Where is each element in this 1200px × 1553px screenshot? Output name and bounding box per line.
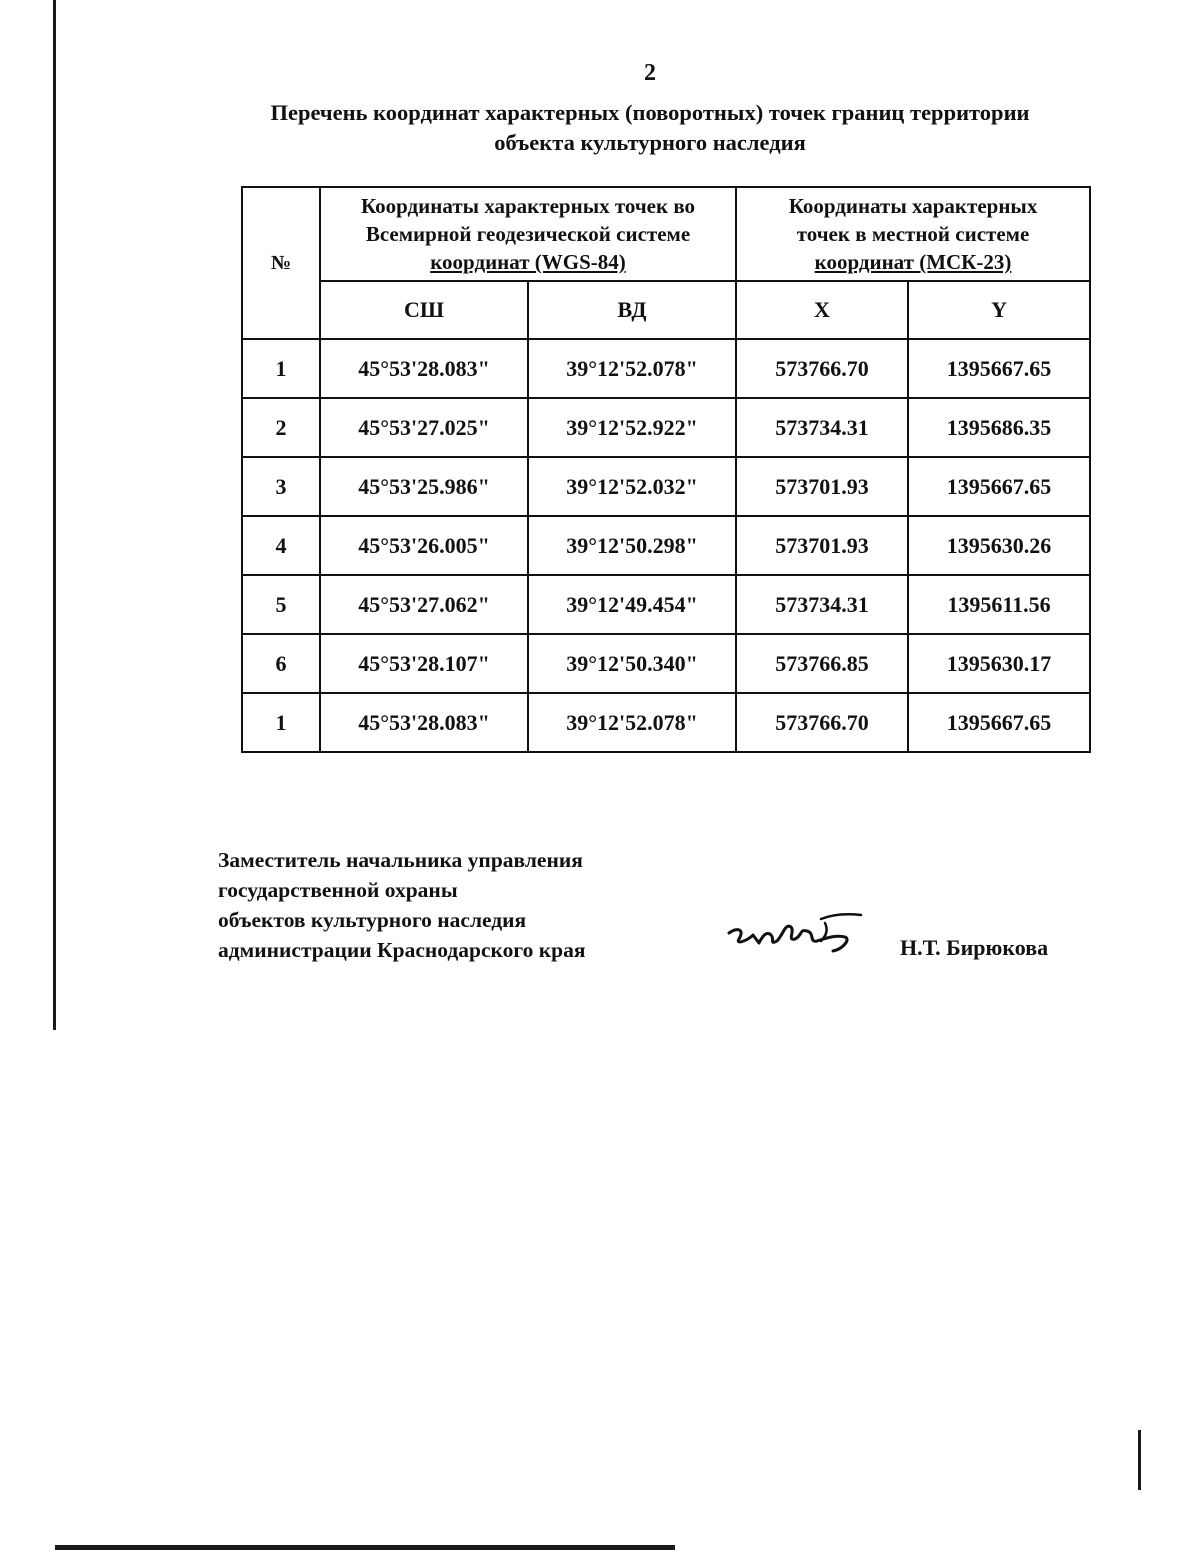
- table-row: [242, 339, 1090, 398]
- position-line: Заместитель начальника управления: [218, 848, 583, 872]
- table-row: [242, 575, 1090, 634]
- latitude-cell: 45°53'28.083": [320, 339, 528, 398]
- position-line: объектов культурного наследия: [218, 908, 527, 932]
- wgs84-header-line: Координаты характерных точек во: [360, 194, 696, 218]
- position-line: администрации Краснодарского края: [218, 938, 586, 962]
- point-number: 5: [242, 575, 320, 634]
- x-cell: 573701.93: [736, 457, 908, 516]
- wgs84-header: [320, 187, 736, 281]
- number-column-header: №: [242, 187, 320, 339]
- x-cell: 573766.70: [736, 339, 908, 398]
- handwritten-signature: [725, 905, 865, 965]
- longitude-cell: 39°12'49.454": [528, 575, 736, 634]
- wgs84-header-line: Всемирной геодезической системе: [365, 222, 691, 246]
- x-cell: 573701.93: [736, 516, 908, 575]
- latitude-header: СШ: [320, 281, 528, 339]
- y-cell: 1395686.35: [908, 398, 1090, 457]
- page-number: 2: [644, 60, 656, 86]
- wgs84-header-line: координат (WGS-84): [430, 250, 626, 274]
- point-number: 2: [242, 398, 320, 457]
- point-number: 1: [242, 339, 320, 398]
- y-cell: 1395630.17: [908, 634, 1090, 693]
- latitude-cell: 45°53'28.107": [320, 634, 528, 693]
- x-cell: 573734.31: [736, 398, 908, 457]
- scan-edge-left: [53, 0, 56, 1030]
- latitude-cell: 45°53'26.005": [320, 516, 528, 575]
- latitude-cell: 45°53'27.025": [320, 398, 528, 457]
- longitude-header: ВД: [528, 281, 736, 339]
- y-cell: 1395667.65: [908, 339, 1090, 398]
- longitude-cell: 39°12'50.340": [528, 634, 736, 693]
- x-cell: 573766.70: [736, 693, 908, 752]
- x-cell: 573734.31: [736, 575, 908, 634]
- position-line: государственной охраны: [218, 878, 458, 902]
- longitude-cell: 39°12'52.078": [528, 693, 736, 752]
- longitude-cell: 39°12'50.298": [528, 516, 736, 575]
- longitude-cell: 39°12'52.078": [528, 339, 736, 398]
- msk23-header-line: точек в местной системе: [796, 222, 1030, 246]
- longitude-cell: 39°12'52.922": [528, 398, 736, 457]
- msk23-header: [736, 187, 1090, 281]
- y-cell: 1395611.56: [908, 575, 1090, 634]
- x-header: X: [736, 281, 908, 339]
- point-number: 4: [242, 516, 320, 575]
- signatory-name: Н.Т. Бирюкова: [900, 935, 1049, 960]
- document-title: [150, 98, 1150, 158]
- point-number: 6: [242, 634, 320, 693]
- title-line-1: Перечень координат характерных (поворотных) точек границ территории: [270, 100, 1030, 125]
- table-row: [242, 516, 1090, 575]
- point-number: 1: [242, 693, 320, 752]
- y-cell: 1395667.65: [908, 693, 1090, 752]
- point-number: 3: [242, 457, 320, 516]
- scan-edge-bottom: [55, 1545, 675, 1550]
- table-row: [242, 457, 1090, 516]
- signatory-position: [218, 845, 585, 965]
- coordinates-table: [241, 186, 1091, 753]
- table-subheader-row: [242, 281, 1090, 339]
- y-header: Y: [908, 281, 1090, 339]
- longitude-cell: 39°12'52.032": [528, 457, 736, 516]
- scan-edge-right: [1138, 1430, 1141, 1490]
- table-row: [242, 634, 1090, 693]
- title-line-2: объекта культурного наследия: [494, 130, 806, 155]
- x-cell: 573766.85: [736, 634, 908, 693]
- latitude-cell: 45°53'28.083": [320, 693, 528, 752]
- latitude-cell: 45°53'27.062": [320, 575, 528, 634]
- table-row: [242, 398, 1090, 457]
- msk23-header-line: Координаты характерных: [788, 194, 1038, 218]
- latitude-cell: 45°53'25.986": [320, 457, 528, 516]
- y-cell: 1395667.65: [908, 457, 1090, 516]
- table-header-row: [242, 187, 1090, 281]
- table-row: [242, 693, 1090, 752]
- y-cell: 1395630.26: [908, 516, 1090, 575]
- msk23-header-line: координат (МСК-23): [814, 250, 1012, 274]
